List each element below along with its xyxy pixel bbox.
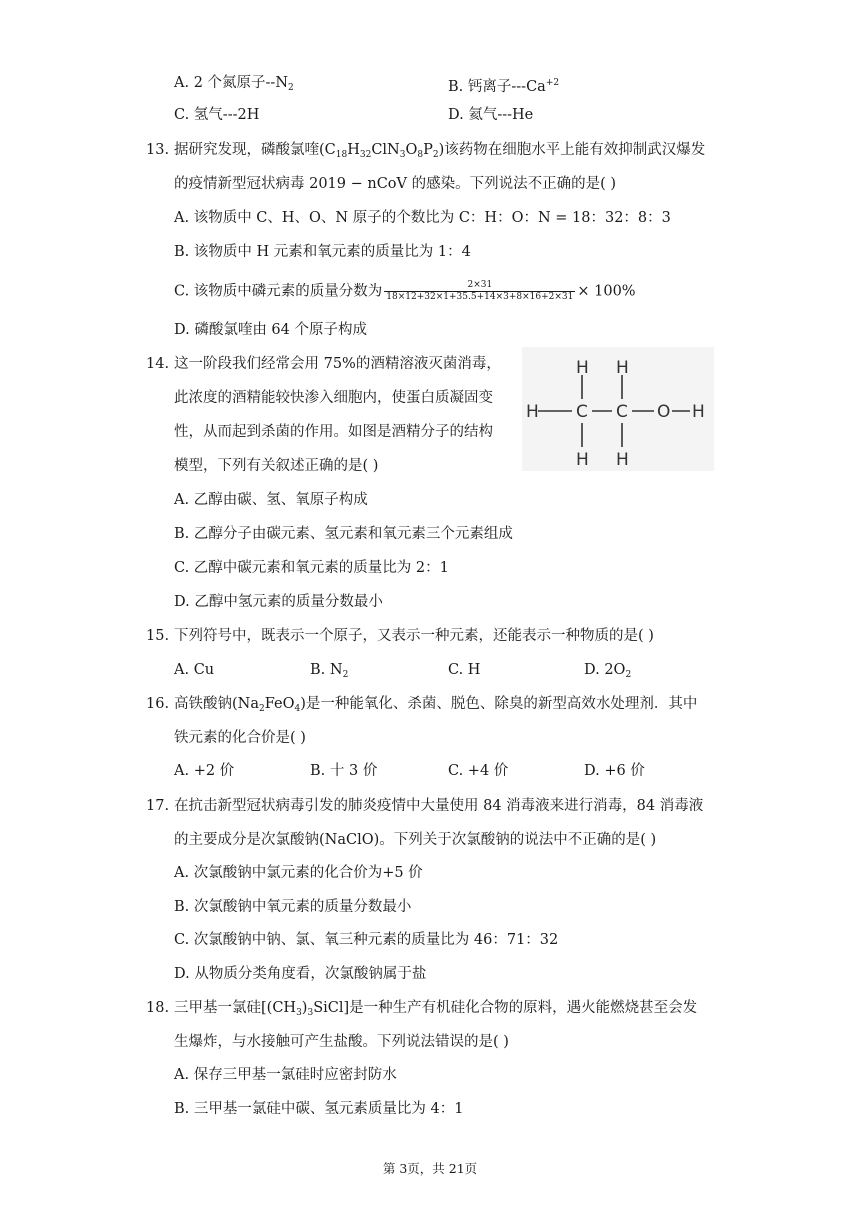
- q17-option-c: C. 次氯酸钠中钠、氯、氧三种元素的质量比为 46：71：32: [174, 932, 559, 948]
- q16-option-d: D. +6 价: [584, 763, 645, 779]
- q14-stem-line1: 这一阶段我们经常会用 75%的酒精溶液灭菌消毒，: [174, 356, 501, 372]
- q12-option-b: [448, 72, 559, 98]
- ethanol-structure-diagram: [522, 347, 714, 471]
- subscript: 2: [625, 670, 632, 680]
- q15-option-a: A. Cu: [174, 662, 215, 678]
- text: O: [405, 142, 418, 158]
- mass-fraction: [384, 280, 575, 303]
- q12-option-c: C. 氢气---2H: [174, 107, 260, 123]
- text: SiCl]是一种生产有机硅化合物的原料，遇火能燃烧甚至会发: [313, 1000, 698, 1016]
- q14-option-d: D. 乙醇中氢元素的质量分数最小: [174, 594, 383, 610]
- q14-stem-line3: 性，从而起到杀菌的作用。如图是酒精分子的结构: [174, 424, 493, 440]
- q17-option-b: B. 次氯酸钠中氧元素的质量分数最小: [174, 899, 412, 915]
- text: 据研究发现，磷酸氯喹(C: [174, 142, 336, 158]
- q14-option-a: A. 乙醇由碳、氢、氧原子构成: [174, 492, 368, 508]
- atom-label: H: [616, 450, 629, 470]
- q16-option-a: A. +2 价: [174, 763, 235, 779]
- subscript: 2: [259, 704, 265, 714]
- text: D. 2O: [584, 662, 626, 678]
- q15-option-d: [584, 659, 631, 686]
- atom-label: H: [526, 402, 539, 422]
- q13-option-a: A. 该物质中 C、H、O、N 原子的个数比为 C：H：O：N = 18：32：8：3: [174, 210, 671, 226]
- subscript: 3: [307, 1008, 314, 1018]
- q16-option-c: C. +4 价: [448, 763, 509, 779]
- atom-label: H: [576, 450, 589, 470]
- q14-option-c: C. 乙醇中碳元素和氧元素的质量比为 2：1: [174, 560, 449, 576]
- q13-option-b: B. 该物质中 H 元素和氧元素的质量比为 1：4: [174, 244, 471, 260]
- atom-label: C: [576, 402, 588, 422]
- q18-option-b: B. 三甲基一氯硅中碳、氢元素质量比为 4：1: [174, 1101, 464, 1117]
- text: )该药物在细胞水平上能有效抑制武汉爆发: [438, 142, 706, 158]
- q18-number: 18.: [146, 1000, 170, 1016]
- q12-option-b-text: B. 钙离子---Ca: [448, 79, 546, 95]
- q16-number: 16.: [146, 696, 170, 712]
- text: 三甲基一氯硅[(CH: [174, 1000, 297, 1016]
- q18-stem-line2: 生爆炸，与水接触可产生盐酸。下列说法错误的是( ): [174, 1034, 509, 1050]
- subscript: 2: [288, 83, 294, 93]
- text: 高铁酸钠(Na: [174, 696, 259, 712]
- q12-option-d: D. 氦气---He: [448, 107, 534, 123]
- q12-option-a: [174, 72, 294, 99]
- subscript: 2: [432, 150, 439, 160]
- q17-option-a: A. 次氯酸钠中氯元素的化合价为+5 价: [174, 865, 423, 881]
- text: )是一种能氧化、杀菌、脱色、除臭的新型高效水处理剂．其中: [300, 696, 698, 712]
- fraction-denominator: 18×12+32×1+35.5+14×3+8×16+2×31: [386, 292, 574, 302]
- atom-label: H: [576, 358, 589, 378]
- q15-option-c: C. H: [448, 662, 481, 678]
- q14-stem-line4: 模型，下列有关叙述正确的是( ): [174, 458, 379, 474]
- atom-label: H: [616, 358, 629, 378]
- q15-number: 15.: [146, 628, 170, 644]
- text: P: [423, 142, 433, 158]
- q17-stem-line2: 的主要成分是次氯酸钠(NaClO)。下列关于次氯酸钠的说法中不正确的是( ): [174, 832, 657, 848]
- text: H: [347, 142, 360, 158]
- subscript: 18: [335, 150, 348, 160]
- q16-stem-line2: 铁元素的化合价是( ): [174, 730, 306, 746]
- q13-number: 13.: [146, 142, 170, 158]
- subscript: 3: [296, 1008, 302, 1018]
- q18-stem-line1: [174, 997, 697, 1024]
- superscript: +2: [545, 78, 560, 88]
- q18-option-a: A. 保存三甲基一氯硅时应密封防水: [174, 1067, 397, 1083]
- subscript: 2: [342, 670, 349, 680]
- subscript: 32: [359, 150, 372, 160]
- text: FeO: [264, 696, 295, 712]
- atom-label: O: [657, 402, 671, 422]
- q17-number: 17.: [146, 798, 170, 814]
- q14-number: 14.: [146, 356, 170, 372]
- fraction-numerator: 2×31: [384, 280, 575, 292]
- q17-option-d: D. 从物质分类角度看，次氯酸钠属于盐: [174, 966, 427, 982]
- q13-stem-line2: 的疫情新型冠状病毒 2019 − nCoV 的感染。下列说法不正确的是( ): [174, 176, 617, 192]
- subscript: 3: [399, 150, 406, 160]
- q13-stem-line1: [174, 139, 705, 166]
- text: B. N: [310, 662, 343, 678]
- q15-option-b: [310, 659, 348, 686]
- q16-option-b: B. 十 3 价: [310, 763, 378, 779]
- q16-stem-line1: [174, 693, 697, 720]
- q17-stem-line1: 在抗击新型冠状病毒引发的肺炎疫情中大量使用 84 消毒液来进行消毒，84 消毒液: [174, 798, 704, 814]
- q15-stem: 下列符号中，既表示一个原子，又表示一种元素，还能表示一种物质的是( ): [174, 628, 654, 644]
- atom-label: H: [692, 402, 705, 422]
- text: ClN: [371, 142, 400, 158]
- page-footer: 第 3页，共 21页: [382, 1161, 478, 1176]
- q13-option-c: [174, 280, 636, 303]
- q12-option-a-text: A. 2 个氮原子--N: [174, 75, 289, 91]
- q14-option-b: B. 乙醇分子由碳元素、氢元素和氧元素三个元素组成: [174, 526, 513, 542]
- q13-option-d: D. 磷酸氯喹由 64 个原子构成: [174, 322, 367, 338]
- text: ): [301, 1000, 308, 1016]
- subscript: 8: [417, 150, 424, 160]
- subscript: 4: [294, 704, 301, 714]
- q14-stem-line2: 此浓度的酒精能较快渗入细胞内，使蛋白质凝固变: [174, 390, 493, 406]
- ethanol-structure-svg: [522, 347, 714, 471]
- text: C. 该物质中磷元素的质量分数为: [174, 283, 383, 300]
- text: × 100%: [577, 283, 636, 300]
- atom-label: C: [616, 402, 628, 422]
